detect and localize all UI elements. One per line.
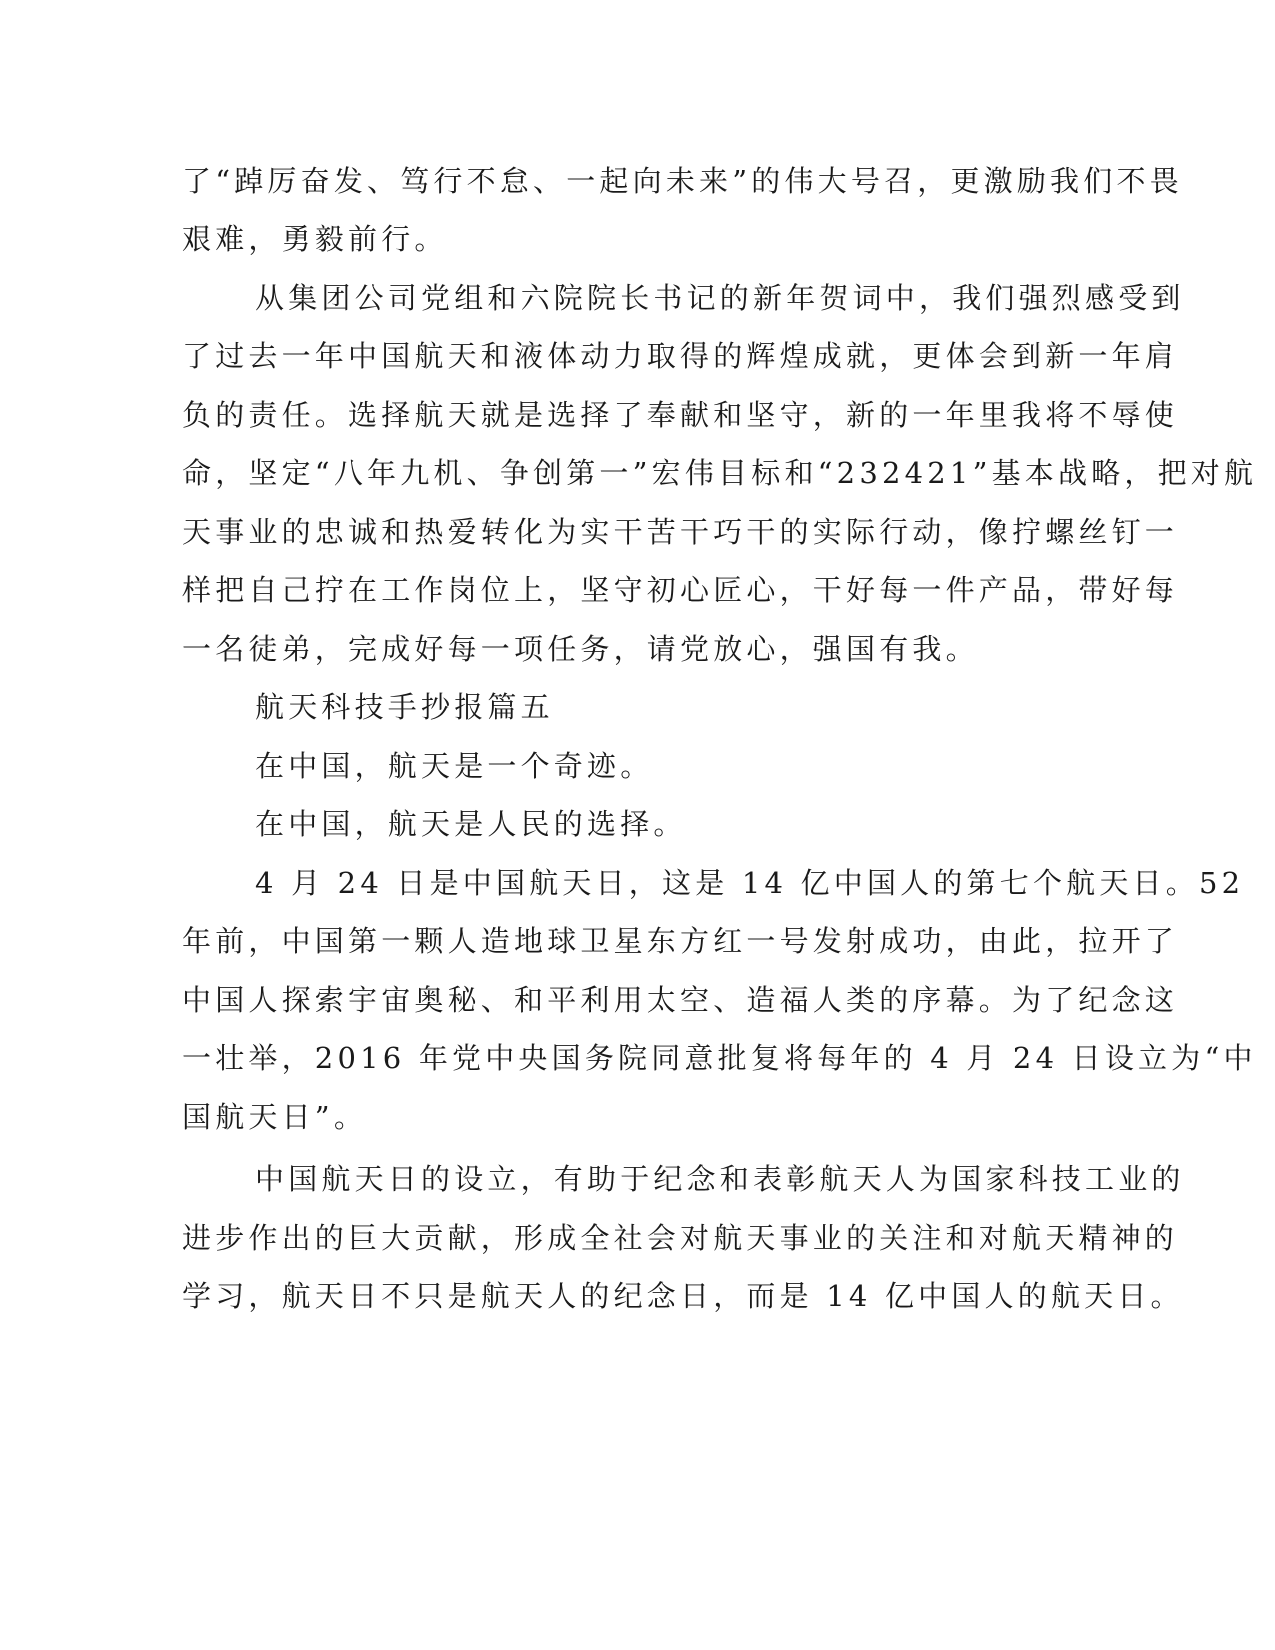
section-heading: 航天科技手抄报篇五 bbox=[255, 690, 554, 724]
body-text-line: 一壮举，2016 年党中央国务院同意批复将每年的 4 月 24 日设立为“中 bbox=[182, 1041, 1257, 1075]
body-text-line: 了过去一年中国航天和液体动力取得的辉煌成就，更体会到新一年肩 bbox=[182, 339, 1179, 373]
body-text-line: 中国航天日的设立，有助于纪念和表彰航天人为国家科技工业的 bbox=[255, 1162, 1185, 1196]
body-text-line: 进步作出的巨大贡献，形成全社会对航天事业的关注和对航天精神的 bbox=[182, 1221, 1179, 1255]
body-text-line: 一名徒弟，完成好每一项任务，请党放心，强国有我。 bbox=[182, 632, 979, 666]
body-text-line: 了“踔厉奋发、笃行不怠、一起向未来”的伟大号召，更激励我们不畏 bbox=[182, 164, 1183, 198]
body-text-line: 命，坚定“八年九机、争创第一”宏伟目标和“232421”基本战略，把对航 bbox=[182, 456, 1258, 490]
body-text-line: 中国人探索宇宙奥秘、和平利用太空、造福人类的序幕。为了纪念这 bbox=[182, 983, 1179, 1017]
body-text-line: 样把自己拧在工作岗位上，坚守初心匠心，干好每一件产品，带好每 bbox=[182, 573, 1179, 607]
body-text-line: 国航天日”。 bbox=[182, 1100, 368, 1134]
body-text-line: 年前，中国第一颗人造地球卫星东方红一号发射成功，由此，拉开了 bbox=[182, 924, 1179, 958]
body-text-line: 天事业的忠诚和热爱转化为实干苦干巧干的实际行动，像拧螺丝钉一 bbox=[182, 515, 1179, 549]
body-text-line: 在中国，航天是一个奇迹。 bbox=[255, 749, 654, 783]
body-text-line: 负的责任。选择航天就是选择了奉献和坚守，新的一年里我将不辱使 bbox=[182, 398, 1179, 432]
body-text-line: 艰难，勇毅前行。 bbox=[182, 222, 448, 256]
body-text-line: 从集团公司党组和六院院长书记的新年贺词中，我们强烈感受到 bbox=[255, 281, 1185, 315]
body-text-line: 在中国，航天是人民的选择。 bbox=[255, 807, 687, 841]
body-text-line: 学习，航天日不只是航天人的纪念日，而是 14 亿中国人的航天日。 bbox=[182, 1279, 1184, 1313]
body-text-line: 4 月 24 日是中国航天日，这是 14 亿中国人的第七个航天日。52 bbox=[255, 866, 1245, 900]
